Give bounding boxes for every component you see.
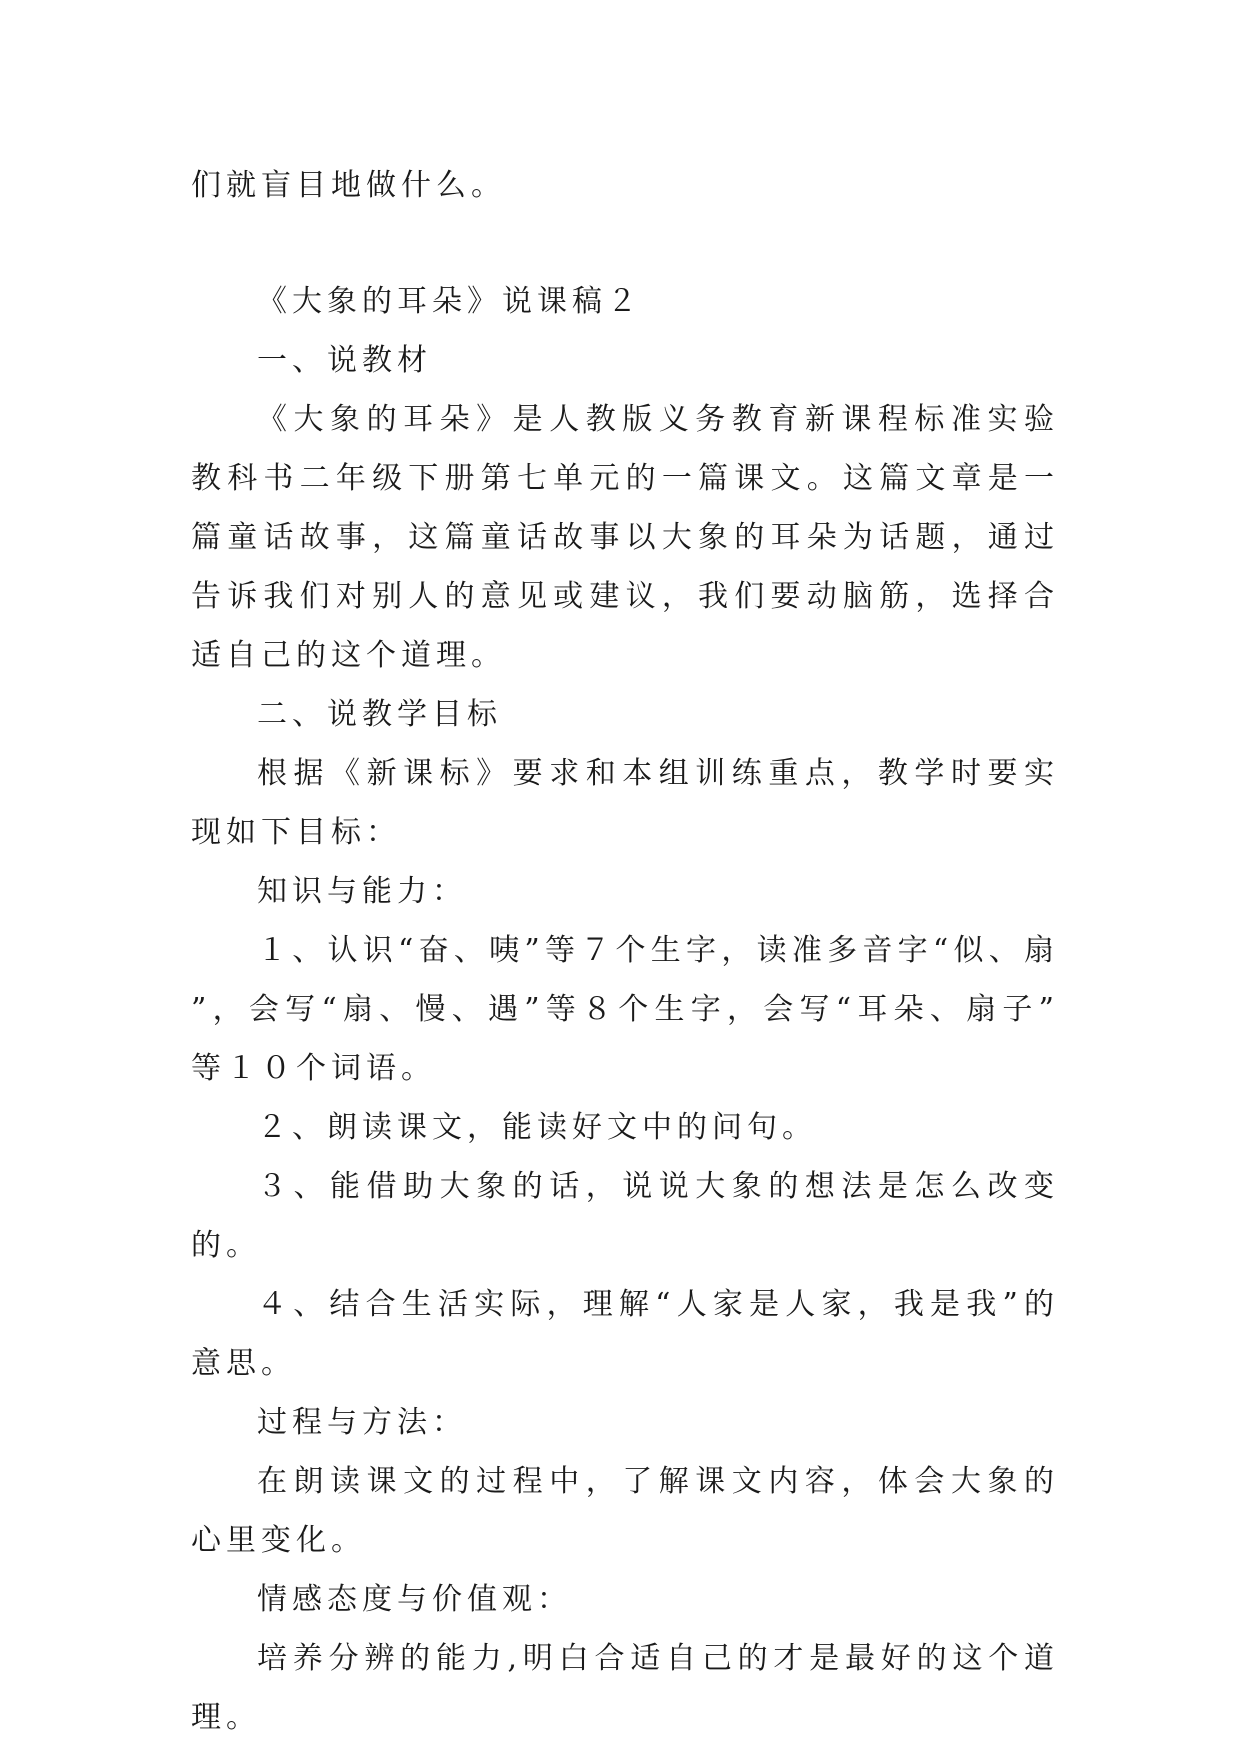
heading-teaching-goals: 二、说教学目标 xyxy=(257,697,502,732)
section-title: 《大象的耳朵》说课稿２ xyxy=(257,284,642,319)
list-item-2: ２、朗读课文，能读好文中的问句。 xyxy=(257,1110,817,1145)
subheading-process-method: 过程与方法： xyxy=(257,1405,467,1440)
paragraph-process-method: 在朗读课文的过程中，了解课文内容，体会大象的心里变化。 xyxy=(191,1464,1059,1558)
heading-textbook: 一、说教材 xyxy=(257,343,432,378)
subheading-knowledge-ability: 知识与能力： xyxy=(257,874,467,909)
paragraph-emotion-values: 培养分辨的能力,明白合适自己的才是最好的这个道理。 xyxy=(191,1641,1059,1735)
paragraph-continuation: 们就盲目地做什么。 xyxy=(191,168,506,203)
paragraph-textbook: 《大象的耳朵》是人教版义务教育新课程标准实验教科书二年级下册第七单元的一篇课文。这篇文章是一篇童话故事，这篇童话故事以大象的耳朵为话题，通过告诉我们对别人的意见或建议，我们要动脑筋，选择合适自己的这个道理。 xyxy=(191,402,1059,673)
subheading-emotion-values: 情感态度与价值观： xyxy=(257,1582,572,1617)
document-body xyxy=(191,156,1059,1747)
list-item-1: １、认识“奋、咦”等７个生字，读准多音字“似、扇”，会写“扇、慢、遇”等８个生字，会写“耳朵、扇子”等１０个词语。 xyxy=(191,933,1059,1086)
paragraph-goals-intro: 根据《新课标》要求和本组训练重点，教学时要实现如下目标： xyxy=(191,756,1059,850)
list-item-4: ４、结合生活实际，理解“人家是人家，我是我”的意思。 xyxy=(191,1287,1059,1381)
list-item-3: ３、能借助大象的话，说说大象的想法是怎么改变的。 xyxy=(191,1169,1059,1263)
